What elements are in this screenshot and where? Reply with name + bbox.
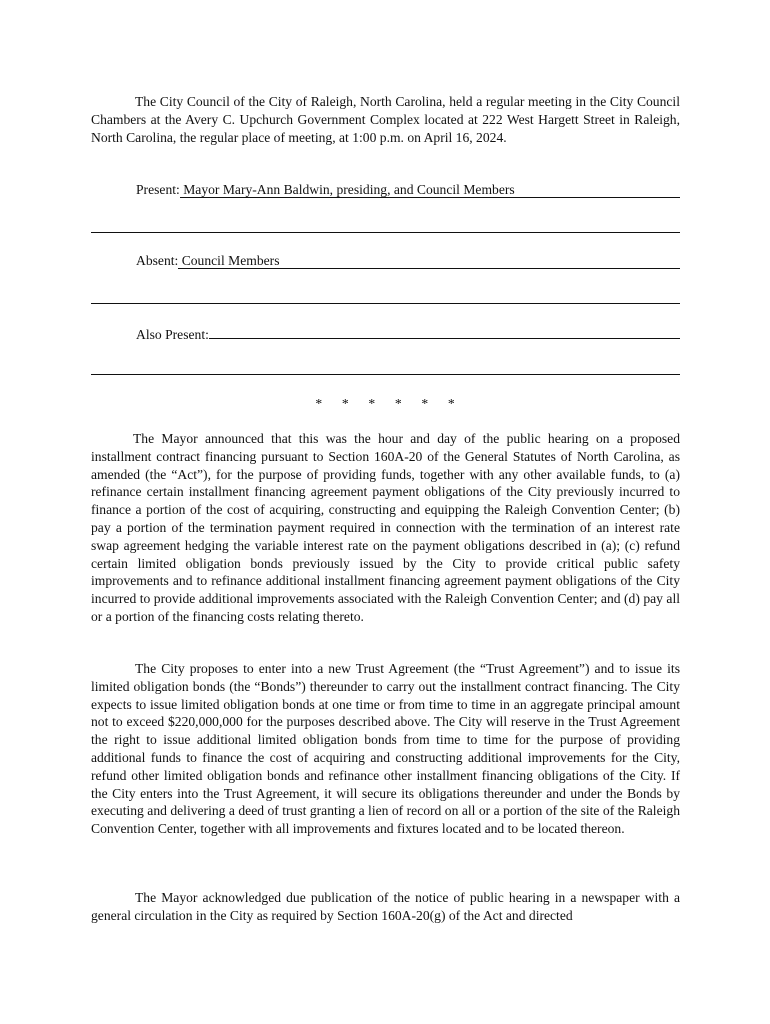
- present-field: [136, 181, 680, 199]
- separator-star: *: [447, 396, 455, 411]
- absent-label: Absent:: [136, 253, 179, 268]
- present-label: Present:: [136, 182, 180, 197]
- also-present-field: [136, 323, 680, 341]
- absent-value: Council Members: [178, 253, 680, 269]
- separator-star: *: [421, 396, 429, 411]
- present-value: Mayor Mary-Ann Baldwin, presiding, and Council Members: [180, 182, 680, 198]
- section-separator: [0, 395, 770, 413]
- separator-star: *: [368, 396, 376, 411]
- publication-paragraph: The Mayor acknowledged due publication of the notice of public hearing in a newspaper with a general circulation in the City as required by Section 160A-20(g) of the Act and directed: [91, 890, 680, 923]
- trust-agreement-paragraph: The City proposes to enter into a new Trust Agreement (the “Trust Agreement”) and to issue its limited obligation bonds (the “Bonds”) thereunder to carry out the installment contract financing. The City expects to issue limited obligation bonds at one time or from time to time in an aggregate principal amount not to exceed $220,000,000 for the purposes described above. The City will reserve in the Trust Agreement the right to issue additional limited obligation bonds from time to time for the purpose of providing additional funds to finance the cost of acquiring and constructing additional improvements for the City, refund other limited obligation bonds and refinance other installment financing obligations of the City. If the City enters into the Trust Agreement, it will secure its obligations thereunder and under the Bonds by executing and delivering a deed of trust granting a lien of record on all or a portion of the site of the Raleigh Convention Center, together with all improvements and fixtures located and to be located thereon.: [91, 661, 680, 837]
- meeting-intro-paragraph: The City Council of the City of Raleigh, North Carolina, held a regular meeting in the City Council Chambers at the Avery C. Upchurch Government Complex located at 222 West Hargett Street in Raleigh, North Carolina, the regular place of meeting, at 1:00 p.m. on April 16, 2024.: [91, 94, 680, 145]
- separator-star: *: [341, 396, 349, 411]
- separator-star: *: [315, 396, 323, 411]
- public-hearing-paragraph: The Mayor announced that this was the hour and day of the public hearing on a proposed installment contract financing pursuant to Section 160A-20 of the General Statutes of North Carolina, as amended (the “Act”), for the purpose of providing funds, together with any other available funds, to (a) refinance certain installment financing agreement payment obligations of the City previously incurred to finance a portion of the cost of acquiring, constructing and equipping the Raleigh Convention Center; (b) pay a portion of the termination payment required in connection with the termination of an interest rate swap agreement hedging the variable interest rate on the payment obligations described in (a); (c) refund certain limited obligation bonds previously issued by the City to provide critical public safety improvements and to refinance additional installment financing agreement payment obligations of the City incurred to provide additional improvements associated with the Raleigh Convention Center; and (d) pay all or a portion of the financing costs relating thereto.: [91, 431, 680, 624]
- also-present-continuation-line: [91, 374, 680, 375]
- separator-star: *: [394, 396, 402, 411]
- present-continuation-line: [91, 232, 680, 233]
- also-present-label: Also Present:: [136, 327, 209, 342]
- also-present-value: [209, 323, 680, 339]
- absent-field: [136, 252, 680, 270]
- absent-continuation-line: [91, 303, 680, 304]
